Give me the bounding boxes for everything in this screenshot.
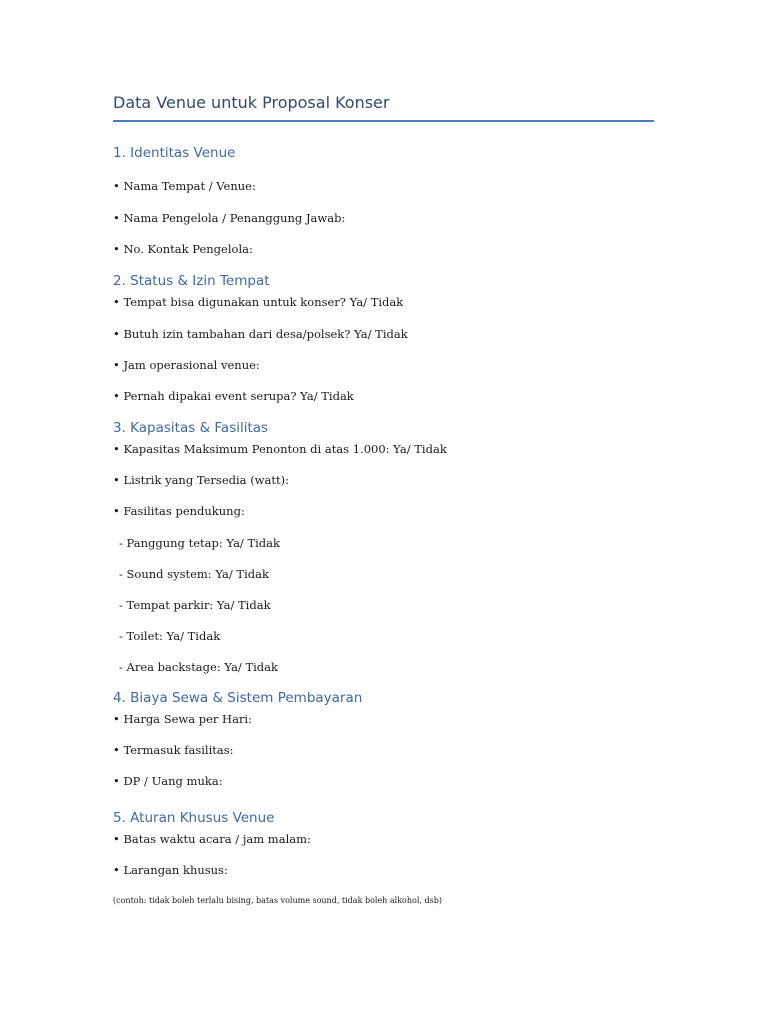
- section-heading-aturan-khusus: 5. Aturan Khusus Venue: [113, 810, 275, 826]
- section-heading-kapasitas: 3. Kapasitas & Fasilitas: [113, 420, 269, 436]
- field-batas-waktu: • Batas waktu acara / jam malam:: [113, 832, 311, 846]
- field-nama-pengelola: • Nama Pengelola / Penanggung Jawab:: [113, 211, 346, 225]
- section-heading-biaya-sewa: 4. Biaya Sewa & Sistem Pembayaran: [113, 690, 363, 706]
- field-bisa-konser: • Tempat bisa digunakan untuk konser? Ya/ Tidak: [113, 295, 404, 309]
- section-heading-identitas: 1. Identitas Venue: [113, 145, 236, 161]
- field-termasuk-fasilitas: • Termasuk fasilitas:: [113, 743, 234, 757]
- larangan-example-note: (contoh: tidak boleh terlalu bising, batas volume sound, tidak boleh alkohol, dsb): [113, 896, 442, 905]
- field-toilet: - Toilet: Ya/ Tidak: [119, 629, 221, 643]
- field-izin-tambahan: • Butuh izin tambahan dari desa/polsek? Ya/ Tidak: [113, 327, 408, 341]
- field-nama-tempat: • Nama Tempat / Venue:: [113, 179, 256, 193]
- section-heading-status-izin: 2. Status & Izin Tempat: [113, 273, 270, 289]
- field-fasilitas-pendukung: • Fasilitas pendukung:: [113, 504, 245, 518]
- field-sound-system: - Sound system: Ya/ Tidak: [119, 567, 269, 581]
- field-larangan-khusus: • Larangan khusus:: [113, 863, 228, 877]
- field-area-backstage: - Area backstage: Ya/ Tidak: [119, 660, 278, 674]
- field-listrik: • Listrik yang Tersedia (watt):: [113, 473, 289, 487]
- field-jam-operasional: • Jam operasional venue:: [113, 358, 260, 372]
- field-panggung-tetap: - Panggung tetap: Ya/ Tidak: [119, 536, 280, 550]
- field-kapasitas: • Kapasitas Maksimum Penonton di atas 1.000: Ya/ Tidak: [113, 442, 447, 456]
- field-harga-sewa: • Harga Sewa per Hari:: [113, 712, 252, 726]
- field-kontak-pengelola: • No. Kontak Pengelola:: [113, 242, 253, 256]
- field-event-serupa: • Pernah dipakai event serupa? Ya/ Tidak: [113, 389, 354, 403]
- page-title: Data Venue untuk Proposal Konser: [113, 93, 390, 112]
- field-tempat-parkir: - Tempat parkir: Ya/ Tidak: [119, 598, 271, 612]
- title-underline: [113, 120, 654, 122]
- field-dp-uang-muka: • DP / Uang muka:: [113, 774, 223, 788]
